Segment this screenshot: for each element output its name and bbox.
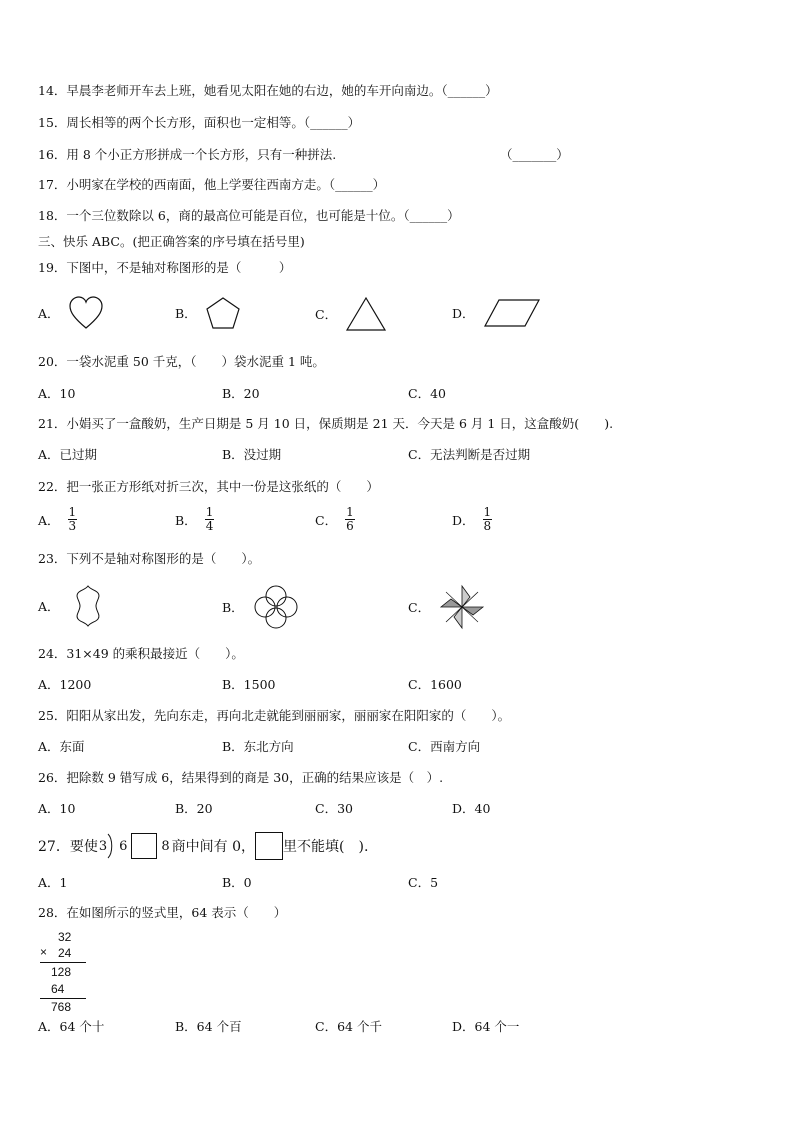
q26-option-c[interactable]: C．30	[315, 801, 353, 816]
q27-middle-text: 商中间有 0，	[171, 839, 256, 855]
q23-option-c[interactable]	[408, 584, 486, 630]
q20-option-b[interactable]: B．20	[222, 386, 260, 401]
q20-option-a[interactable]: A．10	[38, 386, 76, 401]
question-15: 15．周长相等的两个长方形，面积也一定相等。（______）	[38, 115, 361, 130]
q21-option-c[interactable]: C．无法判断是否过期	[408, 447, 531, 462]
product: 768	[51, 1000, 72, 1014]
option-label: A．	[38, 306, 60, 321]
question-28: 28．在如图所示的竖式里，64 表示（ ）	[38, 905, 287, 920]
vase-shape-icon	[68, 584, 108, 628]
question-26: 26．把除数 9 错写成 6，结果得到的商是 30，正确的结果应该是（ ）.	[38, 770, 444, 785]
digit-box[interactable]	[131, 833, 157, 859]
q27-option-c[interactable]: C．5	[408, 875, 439, 890]
q23-option-b[interactable]	[222, 584, 300, 630]
q28-option-d[interactable]: D．64 个一	[452, 1019, 520, 1034]
q27-digit-3: 8	[161, 838, 170, 854]
fraction: $\frac{1}{3}$	[68, 505, 77, 533]
partial-product-1: 128	[51, 965, 72, 979]
heart-icon	[68, 296, 104, 330]
question-17: 17．小明家在学校的西南面，他上学要往西南方走。（______）	[38, 177, 386, 192]
q19-option-a[interactable]	[38, 296, 104, 330]
q22-option-b[interactable]	[175, 506, 214, 533]
pentagon-icon	[205, 296, 241, 330]
fraction: $\frac{1}{4}$	[205, 505, 214, 533]
q19-option-c[interactable]	[315, 296, 387, 332]
question-20: 20．一袋水泥重 50 千克，（ ）袋水泥重 1 吨。	[38, 354, 325, 369]
question-16: 16．用 8 个小正方形拼成一个长方形，只有一种拼法.	[38, 147, 337, 162]
option-label: A．	[38, 512, 60, 528]
times-sign: ×	[40, 945, 48, 959]
question-19: 19．下图中，不是轴对称图形的是（ ）	[38, 260, 292, 275]
option-label: B．	[175, 512, 197, 528]
multiplier: 24	[58, 946, 72, 960]
q27-divisor: 3	[98, 838, 108, 854]
option-label: D．	[452, 512, 475, 528]
q28-option-b[interactable]: B．64 个百	[175, 1019, 242, 1034]
q21-option-b[interactable]: B．没过期	[222, 447, 282, 462]
question-23: 23．下列不是轴对称图形的是（ ）。	[38, 551, 261, 566]
q25-option-a[interactable]: A．东面	[38, 739, 85, 754]
divider-line	[40, 998, 86, 999]
q24-option-a[interactable]: A．1200	[38, 677, 92, 692]
fraction: $\frac{1}{8}$	[483, 505, 492, 533]
q22-option-a[interactable]	[38, 506, 77, 533]
q27-digit-1: 6	[119, 838, 128, 854]
q20-option-c[interactable]: C．40	[408, 386, 446, 401]
q24-option-b[interactable]: B．1500	[222, 677, 276, 692]
q22-option-c[interactable]	[315, 506, 355, 533]
question-27	[38, 832, 368, 860]
question-18: 18．一个三位数除以 6，商的最高位可能是百位，也可能是十位。（______）	[38, 208, 460, 223]
q28-options	[38, 1019, 758, 1067]
question-14: 14．早晨李老师开车去上班，她看见太阳在她的右边，她的车开向南边。（______）	[38, 83, 498, 98]
triangle-icon	[345, 296, 387, 332]
q27-option-a[interactable]: A．1	[38, 875, 68, 890]
question-24: 24．31×49 的乘积最接近（ ）。	[38, 646, 244, 661]
q19-option-b[interactable]	[175, 296, 241, 330]
parallelogram-icon	[483, 298, 541, 328]
q28-option-c[interactable]: C．64 个千	[315, 1019, 382, 1034]
option-label: C．	[408, 600, 431, 615]
q28-option-a[interactable]: A．64 个十	[38, 1019, 105, 1034]
q23-option-a[interactable]	[38, 584, 108, 628]
option-label: B．	[175, 306, 197, 321]
pinwheel-icon	[438, 584, 486, 630]
q21-option-a[interactable]: A．已过期	[38, 447, 98, 462]
q26-option-d[interactable]: D．40	[452, 801, 491, 816]
question-16-blank[interactable]: （_______）	[500, 147, 569, 162]
section-heading: 三、快乐 ABC。(把正确答案的序号填在括号里)	[38, 234, 305, 249]
q24-option-c[interactable]: C．1600	[408, 677, 462, 692]
divider-line	[40, 962, 86, 963]
q19-option-d[interactable]	[452, 298, 541, 328]
option-label: D．	[452, 306, 475, 321]
q26-option-a[interactable]: A．10	[38, 801, 76, 816]
partial-product-2: 64	[51, 982, 65, 996]
question-25: 25．阳阳从家出发，先向东走，再向北走就能到丽丽家，丽丽家在阳阳家的（ ）。	[38, 708, 511, 723]
q25-option-b[interactable]: B．东北方向	[222, 739, 294, 754]
question-21: 21．小娟买了一盒酸奶，生产日期是 5 月 10 日，保质期是 21 天．今天是 6 月 1 日，这盒酸奶( ).	[38, 416, 614, 431]
q27-suffix: 里不能填( ).	[283, 839, 369, 855]
vertical-multiplication	[38, 928, 98, 1018]
q27-option-b[interactable]: B．0	[222, 875, 252, 890]
option-label: B．	[222, 600, 244, 615]
q25-option-c[interactable]: C．西南方向	[408, 739, 481, 754]
flower-icon	[252, 584, 300, 630]
division-bracket-icon	[107, 833, 115, 859]
question-22: 22．把一张正方形纸对折三次，其中一份是这张纸的（ ）	[38, 479, 379, 494]
q27-prefix: 27．要使	[38, 839, 98, 855]
option-label: C．	[315, 307, 338, 322]
fraction: $\frac{1}{6}$	[346, 505, 354, 533]
option-label: C．	[315, 512, 338, 528]
multiplicand: 32	[58, 930, 72, 944]
option-label: A．	[38, 599, 60, 614]
answer-box[interactable]	[255, 832, 283, 860]
q26-option-b[interactable]: B．20	[175, 801, 213, 816]
q22-option-d[interactable]	[452, 506, 492, 533]
